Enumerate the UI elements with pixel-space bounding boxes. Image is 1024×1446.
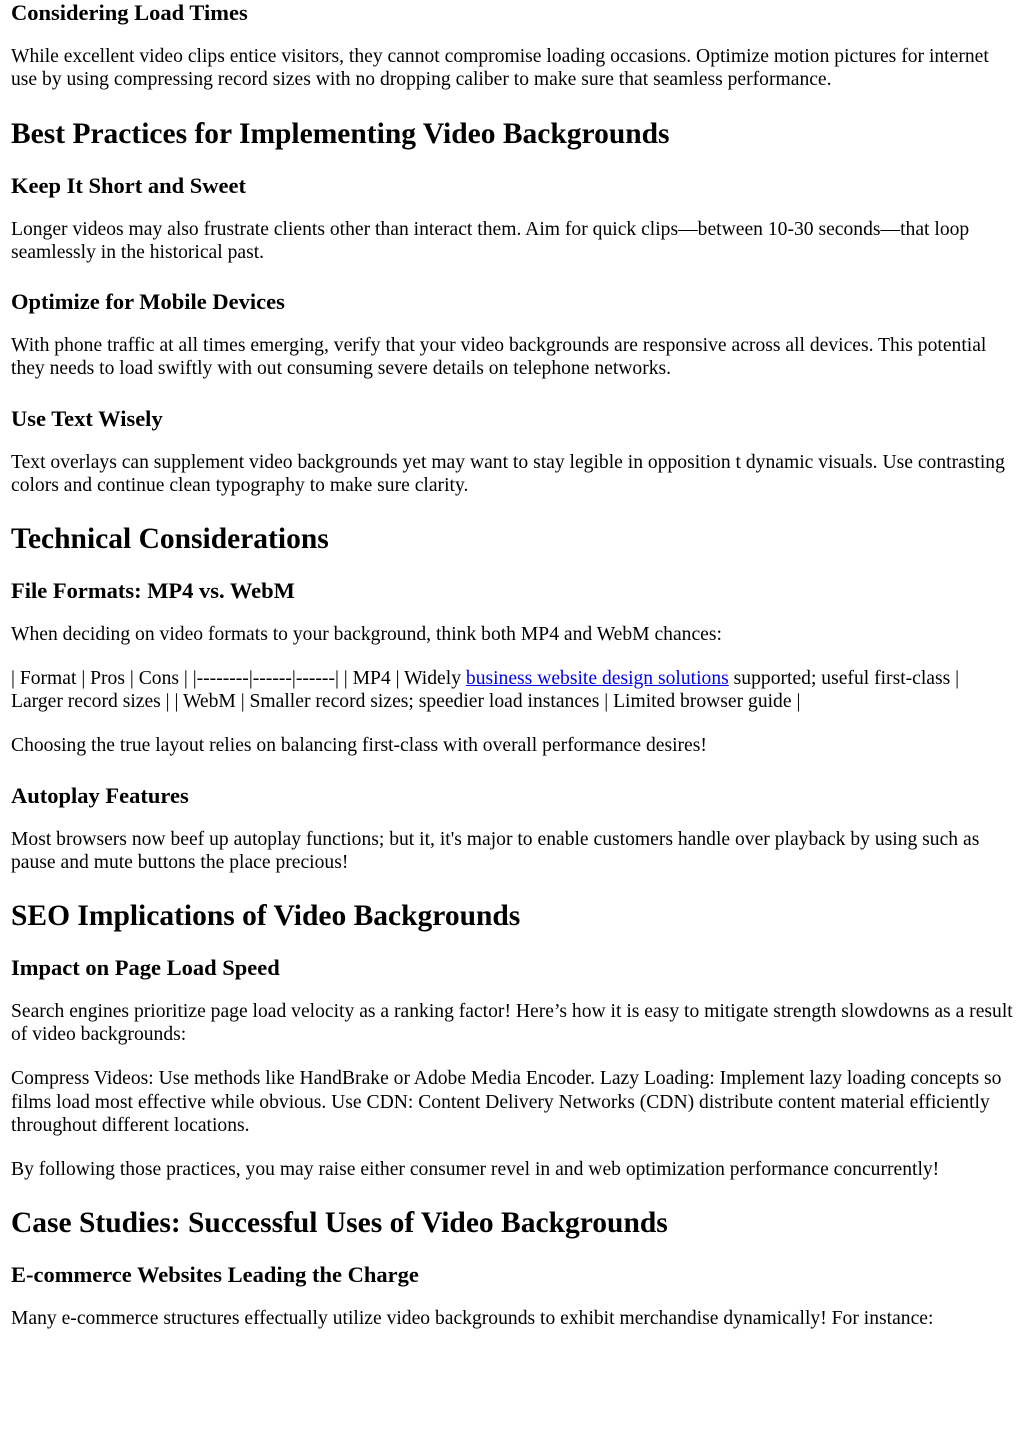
heading-ecommerce-websites: E-commerce Websites Leading the Charge bbox=[11, 1261, 419, 1287]
heading-page-load-speed: Impact on Page Load Speed bbox=[11, 955, 280, 981]
paragraph-page-load-conclusion: By following those practices, you may raise either consumer revel in and web optimization performance concurrently! bbox=[11, 1158, 940, 1180]
heading-keep-it-short: Keep It Short and Sweet bbox=[11, 172, 246, 198]
paragraph-keep-it-short: Longer videos may also frustrate clients other than interact them. Aim for quick clips—between 10-30 seconds—that loop seamlessly in the historical past. bbox=[11, 218, 970, 263]
paragraph-considering-load-times: While excellent video clips entice visitors, they cannot compromise loading occasions. Optimize motion pictures for internet use by using compressing record sizes with no dropping caliber to make sure that seamless performance. bbox=[11, 46, 989, 91]
paragraph-page-load-intro: Search engines prioritize page load velocity as a ranking factor! Here’s how it is easy to mitigate strength slowdowns as a result of video backgrounds: bbox=[11, 1001, 1013, 1046]
table-text-after-link: supported; useful first-class | Larger record sizes | | WebM | Smaller record sizes; speedier load instances | Limited browser guide | bbox=[11, 668, 960, 713]
paragraph-format-table bbox=[11, 667, 1015, 714]
heading-case-studies: Case Studies: Successful Uses of Video Backgrounds bbox=[11, 1206, 668, 1239]
heading-optimize-mobile: Optimize for Mobile Devices bbox=[11, 289, 285, 315]
paragraph-file-formats-intro: When deciding on video formats to your background, think both MP4 and WebM chances: bbox=[11, 624, 722, 646]
paragraph-autoplay-features: Most browsers now beef up autoplay functions; but it, it's major to enable customers handle over playback by using such as pause and mute buttons the place precious! bbox=[11, 828, 980, 873]
heading-considering-load-times: Considering Load Times bbox=[11, 0, 248, 25]
paragraph-use-text-wisely: Text overlays can supplement video backgrounds yet may want to stay legible in opposition t dynamic visuals. Use contrasting colors and continue clean typography to make sure clarity. bbox=[11, 451, 1005, 497]
heading-autoplay-features: Autoplay Features bbox=[11, 782, 189, 808]
heading-use-text-wisely: Use Text Wisely bbox=[11, 405, 163, 431]
table-text-before-link: | Format | Pros | Cons | |--------|------|------| | MP4 | Widely bbox=[11, 668, 466, 690]
paragraph-ecommerce-websites: Many e-commerce structures effectually utilize video backgrounds to exhibit merchandise dynamically! For instance: bbox=[11, 1307, 934, 1329]
paragraph-file-formats-conclusion: Choosing the true layout relies on balancing first-class with overall performance desires! bbox=[11, 735, 707, 757]
heading-technical-considerations: Technical Considerations bbox=[11, 523, 329, 556]
paragraph-page-load-tips: Compress Videos: Use methods like HandBrake or Adobe Media Encoder. Lazy Loading: Implement lazy loading concepts so films load most effective while obvious. Use CDN: Content Delivery Networks (CDN) distribute content material efficiently throughout different locations. bbox=[11, 1068, 1002, 1136]
heading-best-practices: Best Practices for Implementing Video Backgrounds bbox=[11, 117, 670, 150]
heading-file-formats: File Formats: MP4 vs. WebM bbox=[11, 578, 295, 604]
paragraph-optimize-mobile: With phone traffic at all times emerging, verify that your video backgrounds are responsive across all devices. This potential they needs to load swiftly with out consuming severe details on telephone networks. bbox=[11, 335, 987, 380]
heading-seo-implications: SEO Implications of Video Backgrounds bbox=[11, 900, 521, 933]
business-website-design-link[interactable]: business website design solutions bbox=[465, 668, 729, 690]
